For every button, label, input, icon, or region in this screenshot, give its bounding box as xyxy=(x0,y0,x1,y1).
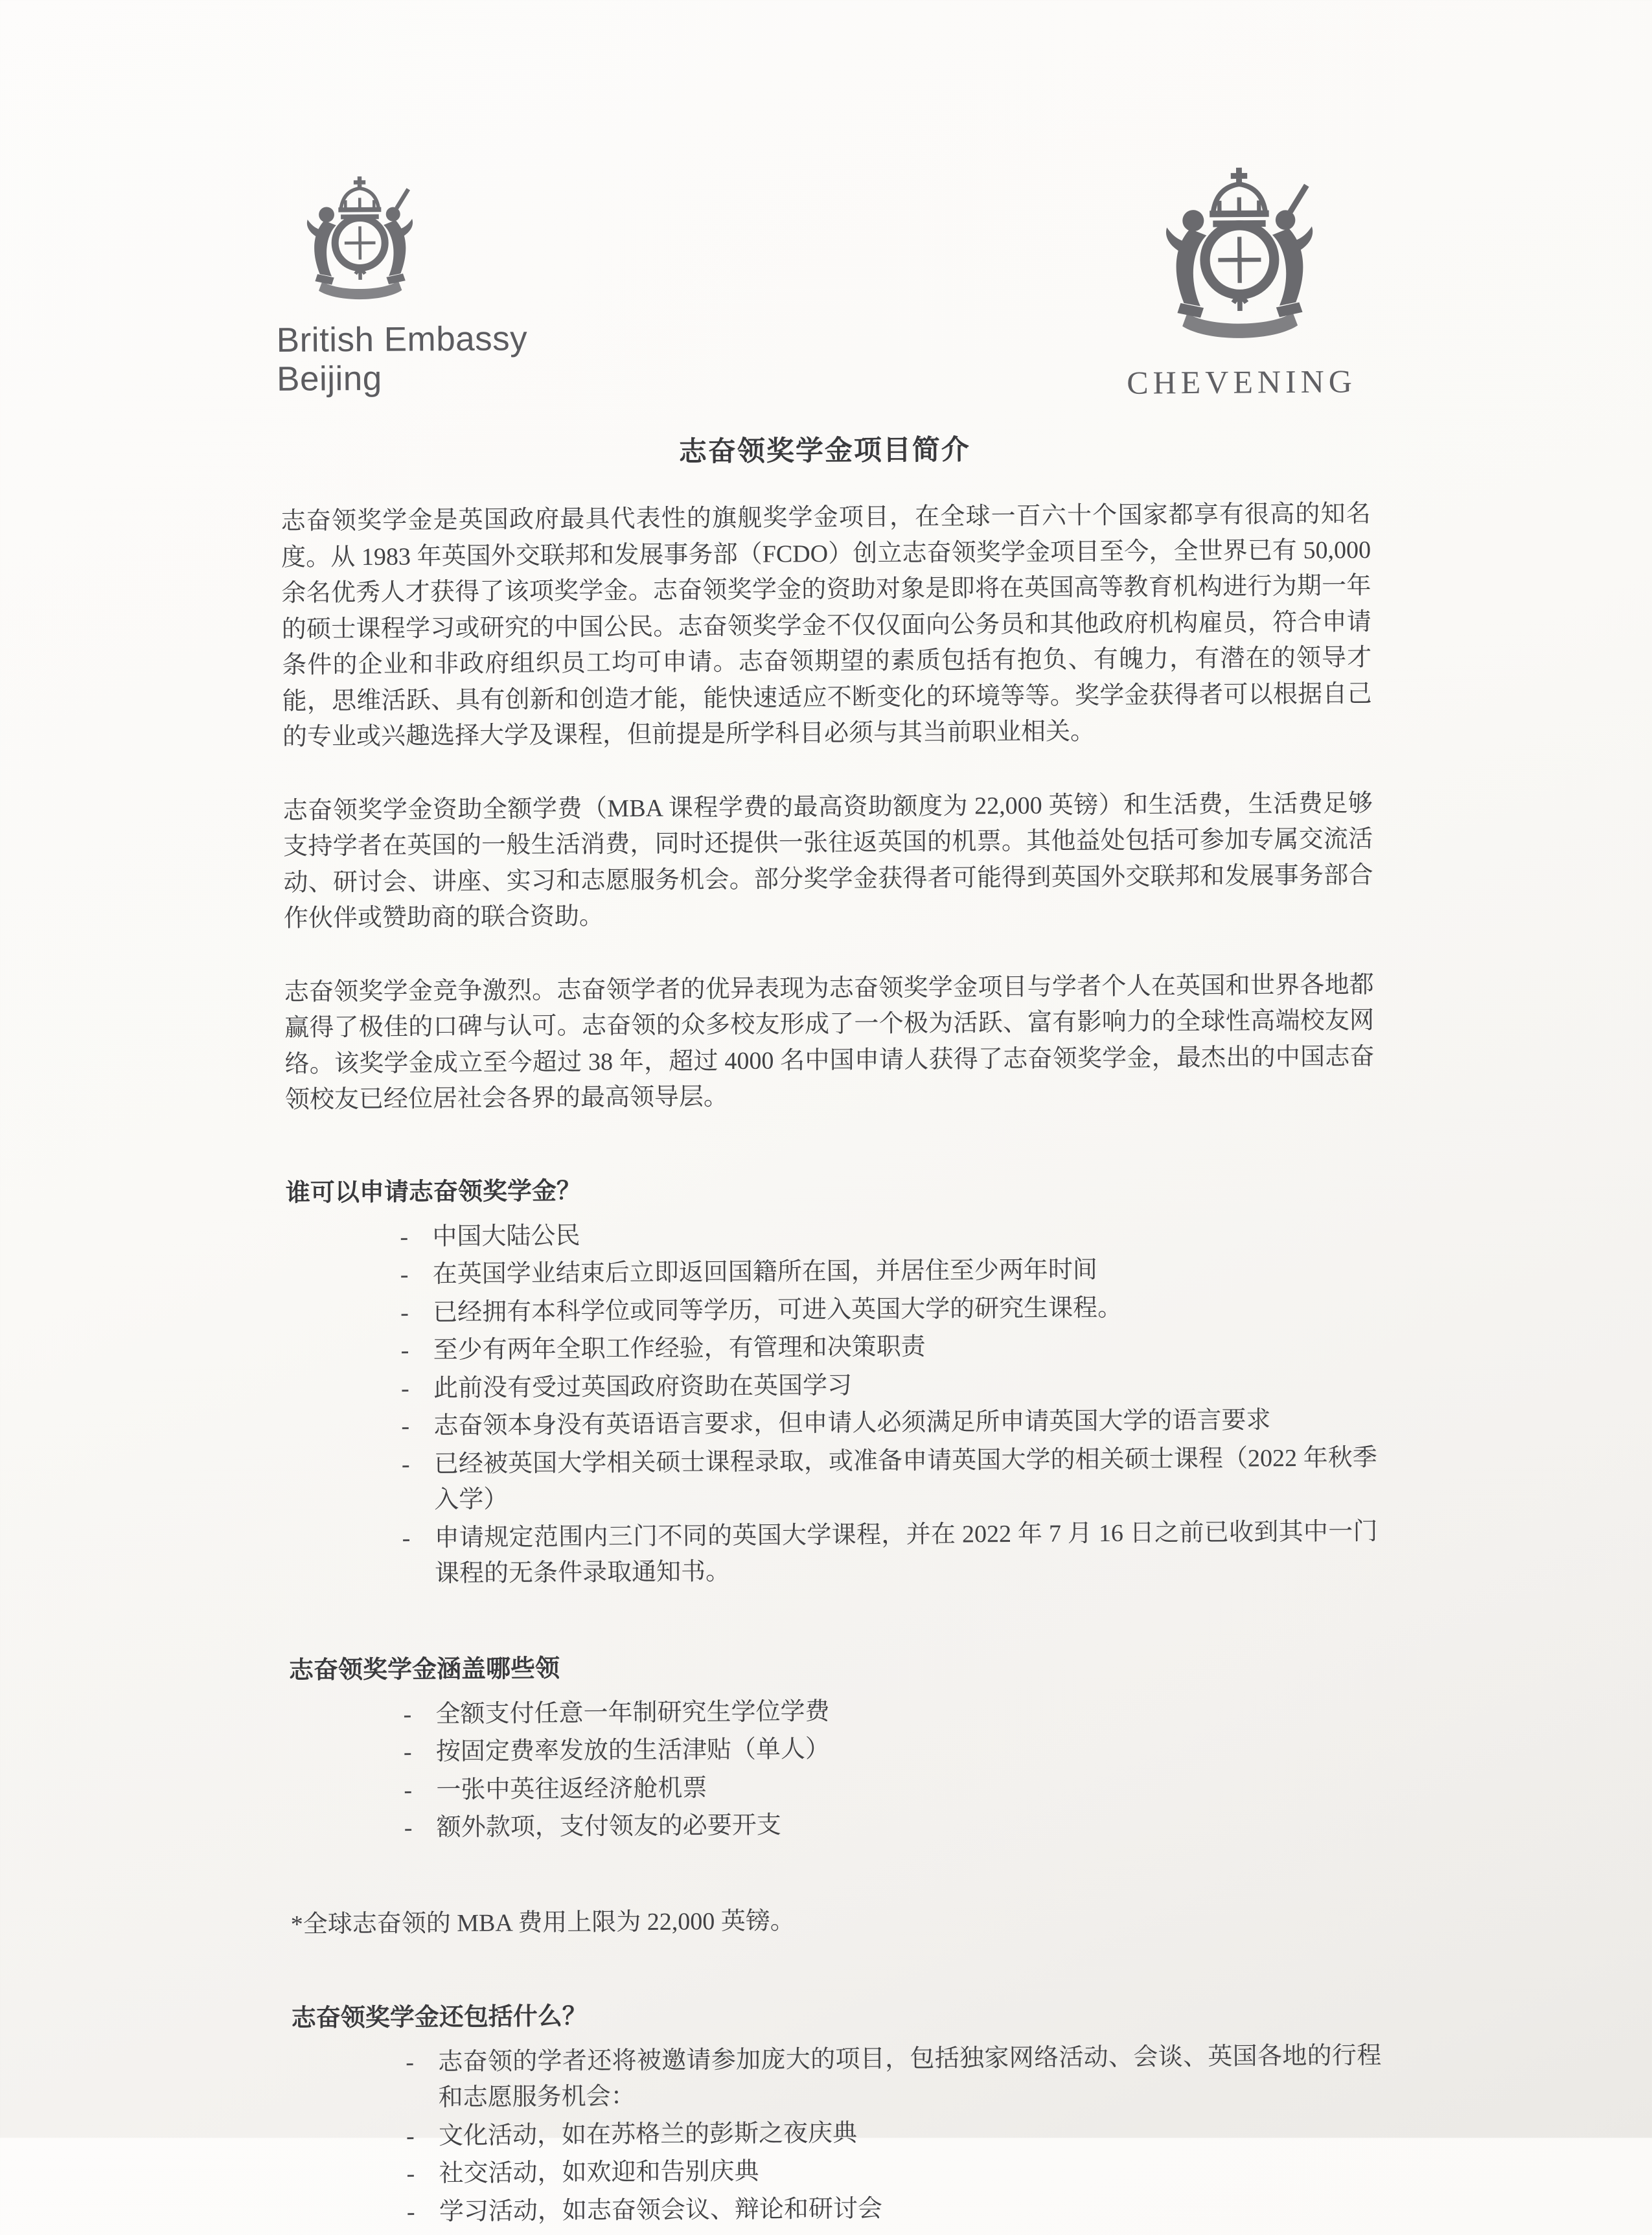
intro-paragraph-2: 志奋领奖学金资助全额学费（MBA 课程学费的最高资助额度为 22,000 英镑）和生活费，生活费足够支持学者在英国的一般生活消费，同时还提供一张往返英国的机票。其他益处包括可参加专属交流活动、研讨会、讲座、实习和志愿服务机会。部分奖学金获得者可能得到英国外交联邦和发展事务部合作伙伴或赞助商的联合资助。 xyxy=(282,789,1373,932)
list-item: - 学习活动，如志奋领会议、辩论和研讨会 xyxy=(293,2188,1382,2231)
list-item: - 在英国学业结束后立即返回国籍所在国，并居住至少两年时间 xyxy=(286,1250,1376,1294)
list-item: - 已经被英国大学相关硕士课程录取，或准备申请英国大学的相关硕士课程（2022 年秋季入学） xyxy=(288,1440,1378,1520)
bullet-list xyxy=(286,1213,1378,1594)
page-title: 志奋领奖学金项目简介 xyxy=(678,435,971,468)
section-who-can-apply xyxy=(286,1168,1378,1594)
intro-paragraph-3: 志奋领奖学金竞争激烈。志奋领学者的优异表现为志奋领奖学金项目与学者个人在英国和世界各地都赢得了极佳的口碑与认可。志奋领的众多校友形成了一个极为活跃、富有影响力的全球性高端校友网络。该奖学金成立至今超过 38 年，超过 4000 名中国申请人获得了志奋领奖学金，最杰出的中国志奋领校友已经位居社会各界的最高领导层。 xyxy=(284,970,1375,1114)
list-item: - 文化活动，如在苏格兰的彭斯之夜庆典 xyxy=(292,2112,1382,2155)
embassy-name-line2: Beijing xyxy=(276,359,382,398)
royal-coat-of-arms-icon xyxy=(288,172,431,306)
list-item: - 此前没有受过英国政府资助在英国学习 xyxy=(287,1364,1377,1408)
list-item: - 额外款项，支付领友的必要开支 xyxy=(290,1804,1380,1847)
list-item: - 全额支付任意一年制研究生学位学费 xyxy=(289,1690,1379,1734)
list-item: - 志奋领本身没有英语语言要求，但申请人必须满足所申请英国大学的语言要求 xyxy=(287,1402,1377,1445)
british-embassy-logo-block xyxy=(275,171,639,399)
list-item: - 申请规定范围内三门不同的英国大学课程，并在 2022 年 7 月 16 日之前已收到其中一门课程的无条件录取通知书。 xyxy=(288,1514,1378,1594)
chevening-wordmark: CHEVENING xyxy=(1127,363,1357,401)
list-item: - 按固定费率发放的生活津贴（单人） xyxy=(290,1728,1379,1771)
intro-paragraph-1: 志奋领奖学金是英国政府最具代表性的旗舰奖学金项目，在全球一百六十个国家都享有很高的知名度。从 1983 年英国外交联邦和发展事务部（FCDO）创立志奋领奖学金项目至今，全世界已有 50,000 余名优秀人才获得了该项奖学金。志奋领奖学金的资助对象是即将在英国高等教育机构进行为期一年的硕士课程学习或研究的中国公民。志奋领奖学金不仅仅面向公务员和其他政府机构雇员，符合申请条件的企业和非政府组织员工均可申请。志奋领期望的素质包括有抱负、有魄力，有潜在的领导才能，思维活跃、具有创新和创造才能，能快速适应不断变化的环境等等。奖学金获得者可以根据自己的专业或兴趣选择大学及课程，但前提是所学科目必须与其当前职业相关。 xyxy=(281,500,1372,751)
embassy-name-line1: British Embassy xyxy=(276,319,528,360)
section-what-else-included xyxy=(292,1993,1382,2231)
section-heading: 志奋领奖学金涵盖哪些领 xyxy=(288,1655,560,1684)
page-header xyxy=(0,0,1647,401)
list-item: - 至少有两年全职工作经验，有管理和决策职责 xyxy=(286,1326,1376,1370)
list-item: - 中国大陆公民 xyxy=(286,1213,1375,1256)
bullet-list xyxy=(292,2038,1382,2231)
chevening-crest-icon xyxy=(1140,157,1338,352)
section-what-it-covers xyxy=(289,1645,1380,1848)
section-heading: 谁可以申请志奋领奖学金？ xyxy=(285,1177,582,1207)
bullet-list xyxy=(289,1690,1380,1848)
embassy-wordmark xyxy=(277,319,640,399)
list-item: - 一张中英往返经济舱机票 xyxy=(290,1766,1379,1809)
section-heading: 志奋领奖学金还包括什么？ xyxy=(291,2002,587,2032)
mba-fee-note: *全球志奋领的 MBA 费用上限为 22,000 英镑。 xyxy=(290,1907,795,1938)
list-item: - 志奋领的学者还将被邀请参加庞大的项目，包括独家网络活动、会谈、英国各地的行程和志愿服务机会： xyxy=(292,2038,1382,2118)
list-item: - 已经拥有本科学位或同等学历，可进入英国大学的研究生课程。 xyxy=(286,1289,1376,1332)
list-item: - 社交活动，如欢迎和告别庆典 xyxy=(292,2149,1382,2193)
page-body xyxy=(281,496,1382,2233)
chevening-logo-block xyxy=(1125,157,1357,401)
